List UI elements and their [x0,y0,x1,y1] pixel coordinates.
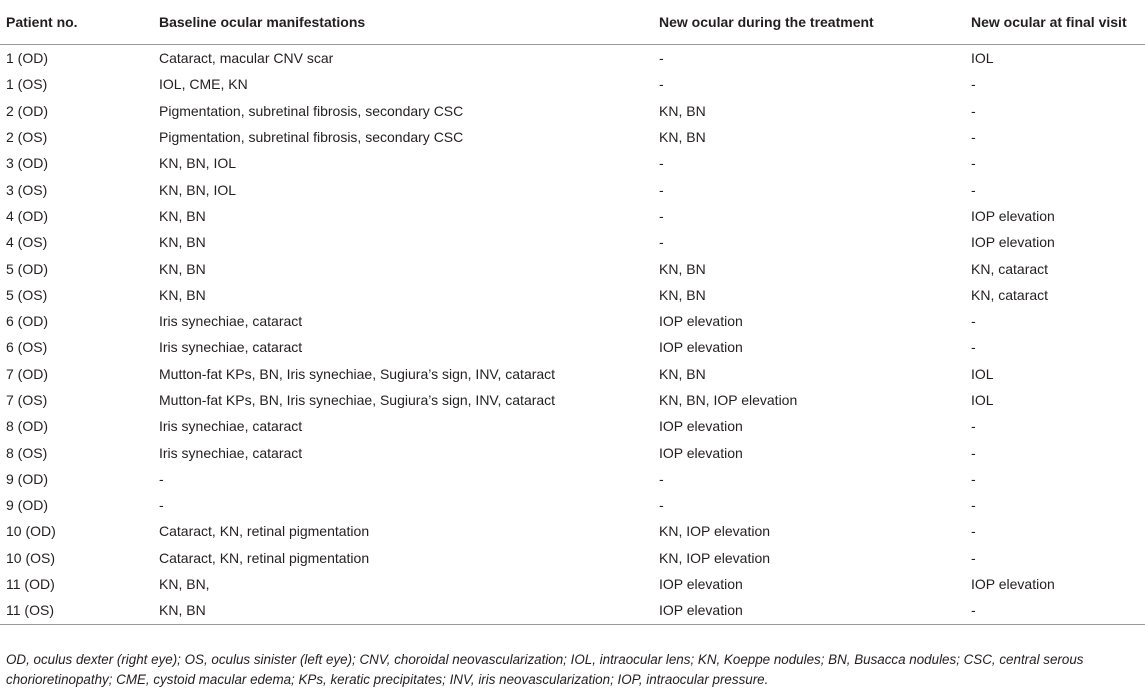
cell-during-treatment: IOP elevation [659,418,743,435]
table-row [0,150,1145,176]
cell-patient-no: 3 (OD) [6,155,48,172]
cell-patient-no: 10 (OD) [6,523,56,540]
cell-during-treatment: IOP elevation [659,313,743,330]
table-row [0,439,1145,465]
cell-baseline: Mutton-fat KPs, BN, Iris synechiae, Sugiura’s sign, INV, cataract [159,392,556,408]
cell-patient-no: 11 (OS) [0,597,153,624]
cell-during-treatment: - [659,50,664,67]
cell-final-visit: - [971,129,976,146]
cell-during-treatment: KN, IOP elevation [659,523,771,540]
cell-baseline: KN, BN [159,286,206,303]
cell-baseline: Mutton-fat KPs, BN, Iris synechiae, Sugiura’s sign, INV, cataract [159,365,556,382]
cell-final-visit: IOL [971,365,994,382]
cell-patient-no: 8 (OS) [6,444,48,461]
cell-during-treatment: KN, BN [659,260,706,277]
cell-baseline: KN, BN [159,234,206,251]
cell-baseline: KN, BN, [159,576,210,593]
cell-final-visit: IOL [971,50,994,67]
column-header-patient-no: Patient no. [0,0,153,45]
cell-final-visit: - [971,181,976,198]
footnote-line: OD, oculus dexter (right eye); OS, oculus sinister (left eye); CNV, choroidal neovascularization; IOL, intraocular lens; KN, Koeppe nodules; BN, Busacca nodules; CSC, central serous [6,652,1084,667]
cell-during-treatment: KN, BN, IOP elevation [659,392,798,408]
cell-baseline: Cataract, KN, retinal pigmentation [159,549,370,566]
table-row [0,361,1145,387]
table-row [0,545,1145,571]
table-row [0,45,1145,72]
cell-patient-no: 1 (OD) [6,50,48,67]
table-row [0,413,1145,439]
table-row [0,71,1145,97]
cell-baseline: Iris synechiae, cataract [159,313,303,330]
cell-baseline: Pigmentation, subretinal fibrosis, secondary CSC [159,102,464,119]
cell-during-treatment: KN, IOP elevation [659,549,771,566]
cell-final-visit: IOL [971,392,994,408]
table-row [0,176,1145,202]
cell-final-visit: - [971,497,976,514]
table-row [0,124,1145,150]
cell-patient-no: 1 (OS) [6,76,48,93]
cell-during-treatment: - [659,207,664,224]
table-header-row [0,0,1145,45]
column-header-final-visit: New ocular at final visit [965,0,1145,45]
cell-during-treatment: IOP elevation [659,576,743,593]
cell-final-visit: - [971,313,976,330]
cell-final-visit: - [971,418,976,435]
table-row [0,597,1145,624]
table-body [0,45,1145,625]
cell-during-treatment: - [659,497,664,514]
cell-patient-no: 6 (OD) [6,313,48,330]
cell-during-treatment: - [659,470,664,487]
table-row [0,334,1145,360]
cell-baseline: Iris synechiae, cataract [159,339,303,356]
table-row [0,466,1145,492]
cell-final-visit: - [971,444,976,461]
cell-final-visit: IOP elevation [971,234,1055,251]
table-row [0,229,1145,255]
cell-baseline: - [159,470,164,487]
table-row [0,308,1145,334]
cell-during-treatment: KN, BN [659,129,706,146]
cell-patient-no: 9 (OD) [6,470,48,487]
cell-final-visit: - [971,523,976,540]
table-row [0,255,1145,281]
table-row [0,571,1145,597]
cell-final-visit: - [971,76,976,93]
table-row [0,282,1145,308]
cell-patient-no: 2 (OD) [6,102,48,119]
cell-patient-no: 9 (OD) [6,497,48,514]
cell-during-treatment: IOP elevation [653,597,965,624]
table-row [0,518,1145,544]
cell-final-visit: - [965,597,1145,624]
table-row [0,492,1145,518]
cell-baseline: Cataract, KN, retinal pigmentation [159,523,370,540]
cell-patient-no: 4 (OD) [6,207,48,224]
cell-final-visit: - [971,102,976,119]
table-row [0,98,1145,124]
cell-baseline: KN, BN [159,260,206,277]
cell-patient-no: 10 (OS) [6,549,56,566]
cell-baseline: Cataract, macular CNV scar [159,50,334,67]
cell-during-treatment: IOP elevation [659,339,743,356]
cell-during-treatment: - [659,76,664,93]
table-footnote [6,650,1142,690]
cell-baseline: - [159,497,164,514]
cell-final-visit: - [971,339,976,356]
cell-patient-no: 8 (OD) [6,418,48,435]
cell-patient-no: 5 (OS) [6,286,48,303]
column-header-baseline: Baseline ocular manifestations [153,0,653,45]
cell-baseline: KN, BN, IOL [159,155,237,172]
cell-patient-no: 4 (OS) [6,234,48,251]
cell-during-treatment: - [659,181,664,198]
cell-patient-no: 11 (OD) [6,576,55,593]
cell-patient-no: 3 (OS) [6,181,48,198]
cell-final-visit: IOP elevation [971,576,1055,593]
cell-baseline: KN, BN [159,207,206,224]
cell-during-treatment: KN, BN [659,286,706,303]
cell-during-treatment: - [659,155,664,172]
cell-patient-no: 5 (OD) [6,260,48,277]
footnote-line: chorioretinopathy; CME, cystoid macular edema; KPs, keratic precipitates; INV, iris neovascularization; IOP, intraocular pressure. [6,672,769,687]
cell-during-treatment: KN, BN [659,102,706,119]
cell-patient-no: 7 (OD) [6,365,48,382]
cell-baseline: Iris synechiae, cataract [159,444,303,461]
cell-patient-no: 6 (OS) [6,339,48,356]
cell-final-visit: KN, cataract [971,260,1049,277]
cell-baseline: KN, BN, IOL [159,181,237,198]
cell-patient-no: 7 (OS) [6,392,48,408]
cell-baseline: Pigmentation, subretinal fibrosis, secondary CSC [159,129,464,146]
cell-patient-no: 2 (OS) [6,129,48,146]
table-row [0,387,1145,413]
cell-final-visit: IOP elevation [971,207,1055,224]
cell-final-visit: - [971,549,976,566]
cell-baseline: Iris synechiae, cataract [159,418,303,435]
cell-during-treatment: - [659,234,664,251]
cell-final-visit: - [971,470,976,487]
cell-baseline: IOL, CME, KN [159,76,248,93]
cell-baseline: KN, BN [153,597,653,624]
table-row [0,203,1145,229]
cell-final-visit: - [971,155,976,172]
cell-final-visit: KN, cataract [971,286,1049,303]
cell-during-treatment: IOP elevation [659,444,743,461]
cell-during-treatment: KN, BN [659,365,706,382]
column-header-during-treatment: New ocular during the treatment [653,0,965,45]
